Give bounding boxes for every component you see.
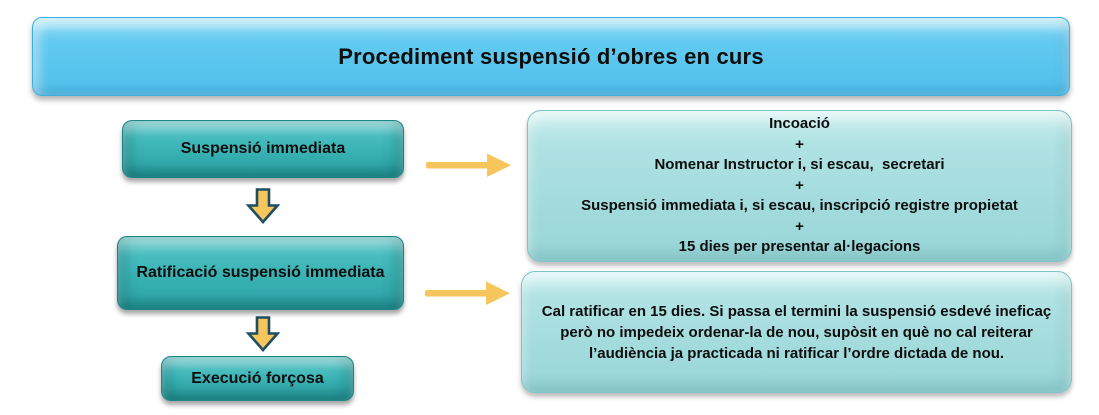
detail-line: Suspensió immediata i, si escau, inscripció registre propietat — [581, 197, 1018, 215]
flow-step-execucio-forcosa — [161, 356, 354, 401]
flow-step-label: Suspensió immediata — [180, 140, 346, 157]
title-banner — [32, 17, 1070, 96]
detail-line: + — [795, 176, 804, 194]
detail-box-incoacio — [527, 110, 1072, 262]
right-arrow-icon — [426, 150, 512, 180]
detail-line: 15 dies per presentar al·legacions — [678, 238, 921, 256]
detail-line: Nomenar Instructor i, si escau, secretari — [654, 156, 945, 174]
down-arrow-icon — [243, 188, 283, 226]
flow-step-ratificacio-suspensio — [117, 236, 404, 310]
flow-step-suspensio-immediata — [122, 120, 404, 178]
flow-step-label: Ratificació suspensió immediata — [136, 264, 385, 281]
detail-box-ratificacio — [521, 271, 1072, 393]
page-title: Procediment suspensió d’obres en curs — [338, 43, 764, 69]
detail-line: + — [795, 135, 804, 153]
detail-line: + — [795, 217, 804, 235]
flow-step-label: Execució forçosa — [191, 369, 324, 387]
detail-line: Incoació — [769, 114, 830, 132]
down-arrow-icon — [243, 316, 283, 354]
detail-text: Cal ratificar en 15 dies. Si passa el termini la suspensió esdevé ineficaç però no impedeix ordenar-la de nou, supòsit en què no cal reiterar l’audiència ja practicada ni ratificar l’ordre dictada de nou. — [541, 302, 1052, 362]
right-arrow-icon — [425, 278, 511, 308]
